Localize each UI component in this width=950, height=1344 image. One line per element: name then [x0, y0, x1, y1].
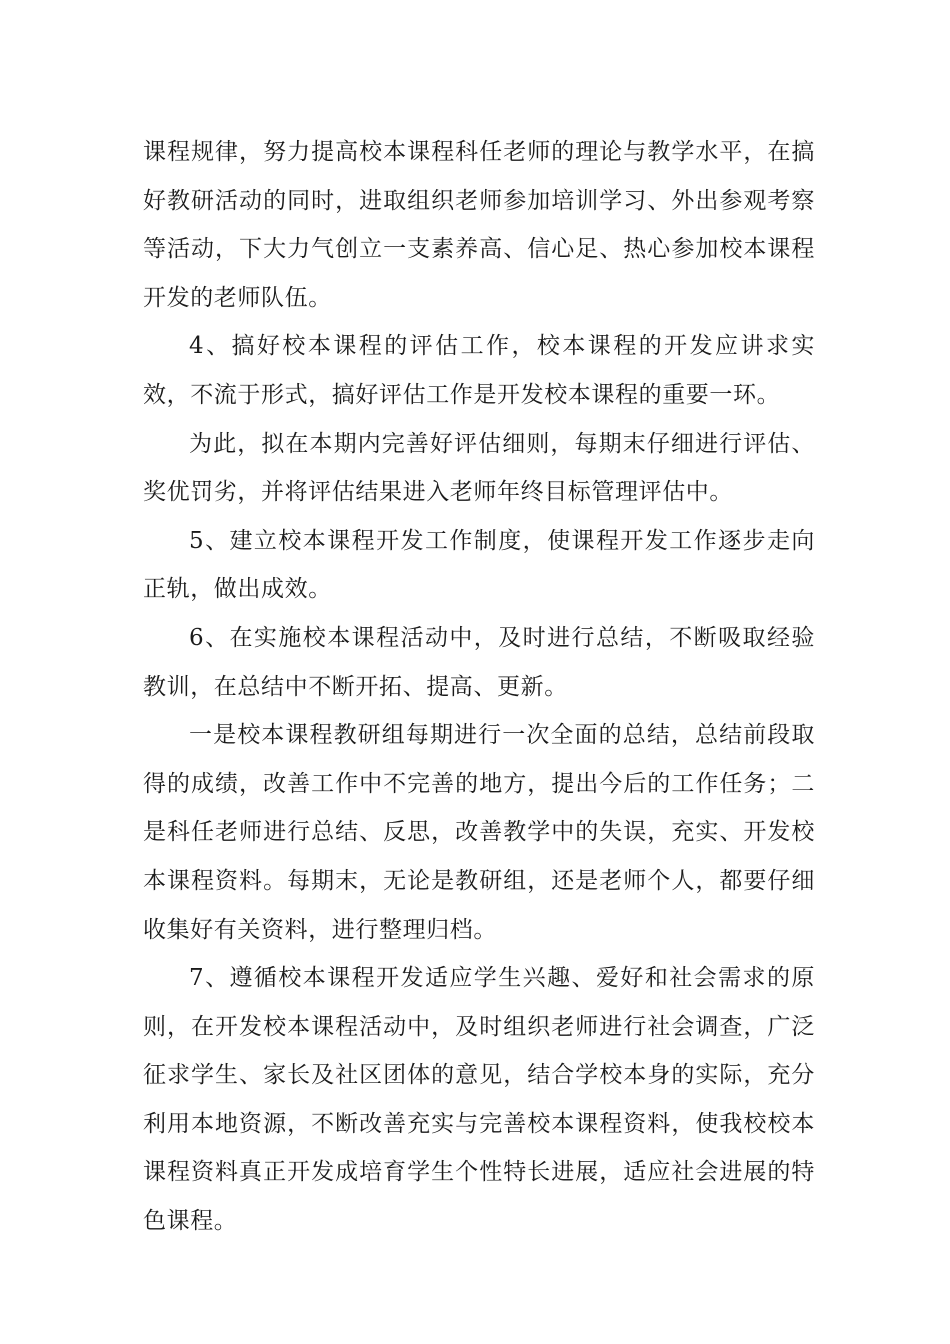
paragraph-item-6: 6、在实施校本课程活动中，及时进行总结，不断吸取经验教训，在总结中不断开拓、提高、更新。	[143, 624, 815, 700]
paragraph-item-7: 7、遵循校本课程开发适应学生兴趣、爱好和社会需求的原则，在开发校本课程活动中，及时组织老师进行社会调查，广泛征求学生、家长及社区团体的意见，结合学校本身的实际，充分利用本地资源，不断改善充实与完善校本课程资料，使我校校本课程资料真正开发成培育学生个性特长进展，适应社会进展的特色课程。	[143, 965, 815, 1235]
paragraph-item-4: 4、搞好校本课程的评估工作，校本课程的开发应讲求实效，不流于形式，搞好评估工作是开发校本课程的重要一环。	[143, 333, 815, 408]
paragraph-continuation: 课程规律，努力提高校本课程科任老师的理论与教学水平，在搞好教研活动的同时，进取组织老师参加培训学习、外出参观考察等活动，下大力气创立一支素养高、信心足、热心参加校本课程开发的老师队伍。	[143, 139, 815, 311]
paragraph-item-5: 5、建立校本课程开发工作制度，使课程开发工作逐步走向正轨，做出成效。	[143, 527, 815, 603]
document-body	[143, 128, 815, 1246]
paragraph-summary-detail: 一是校本课程教研组每期进行一次全面的总结，总结前段取得的成绩，改善工作中不完善的地方，提出今后的工作任务；二是科任老师进行总结、反思，改善教学中的失误，充实、开发校本课程资料。每期末，无论是教研组，还是老师个人，都要仔细收集好有关资料，进行整理归档。	[143, 722, 815, 943]
paragraph-evaluation-detail: 为此，拟在本期内完善好评估细则，每期末仔细进行评估、奖优罚劣，并将评估结果进入老师年终目标管理评估中。	[143, 430, 815, 506]
